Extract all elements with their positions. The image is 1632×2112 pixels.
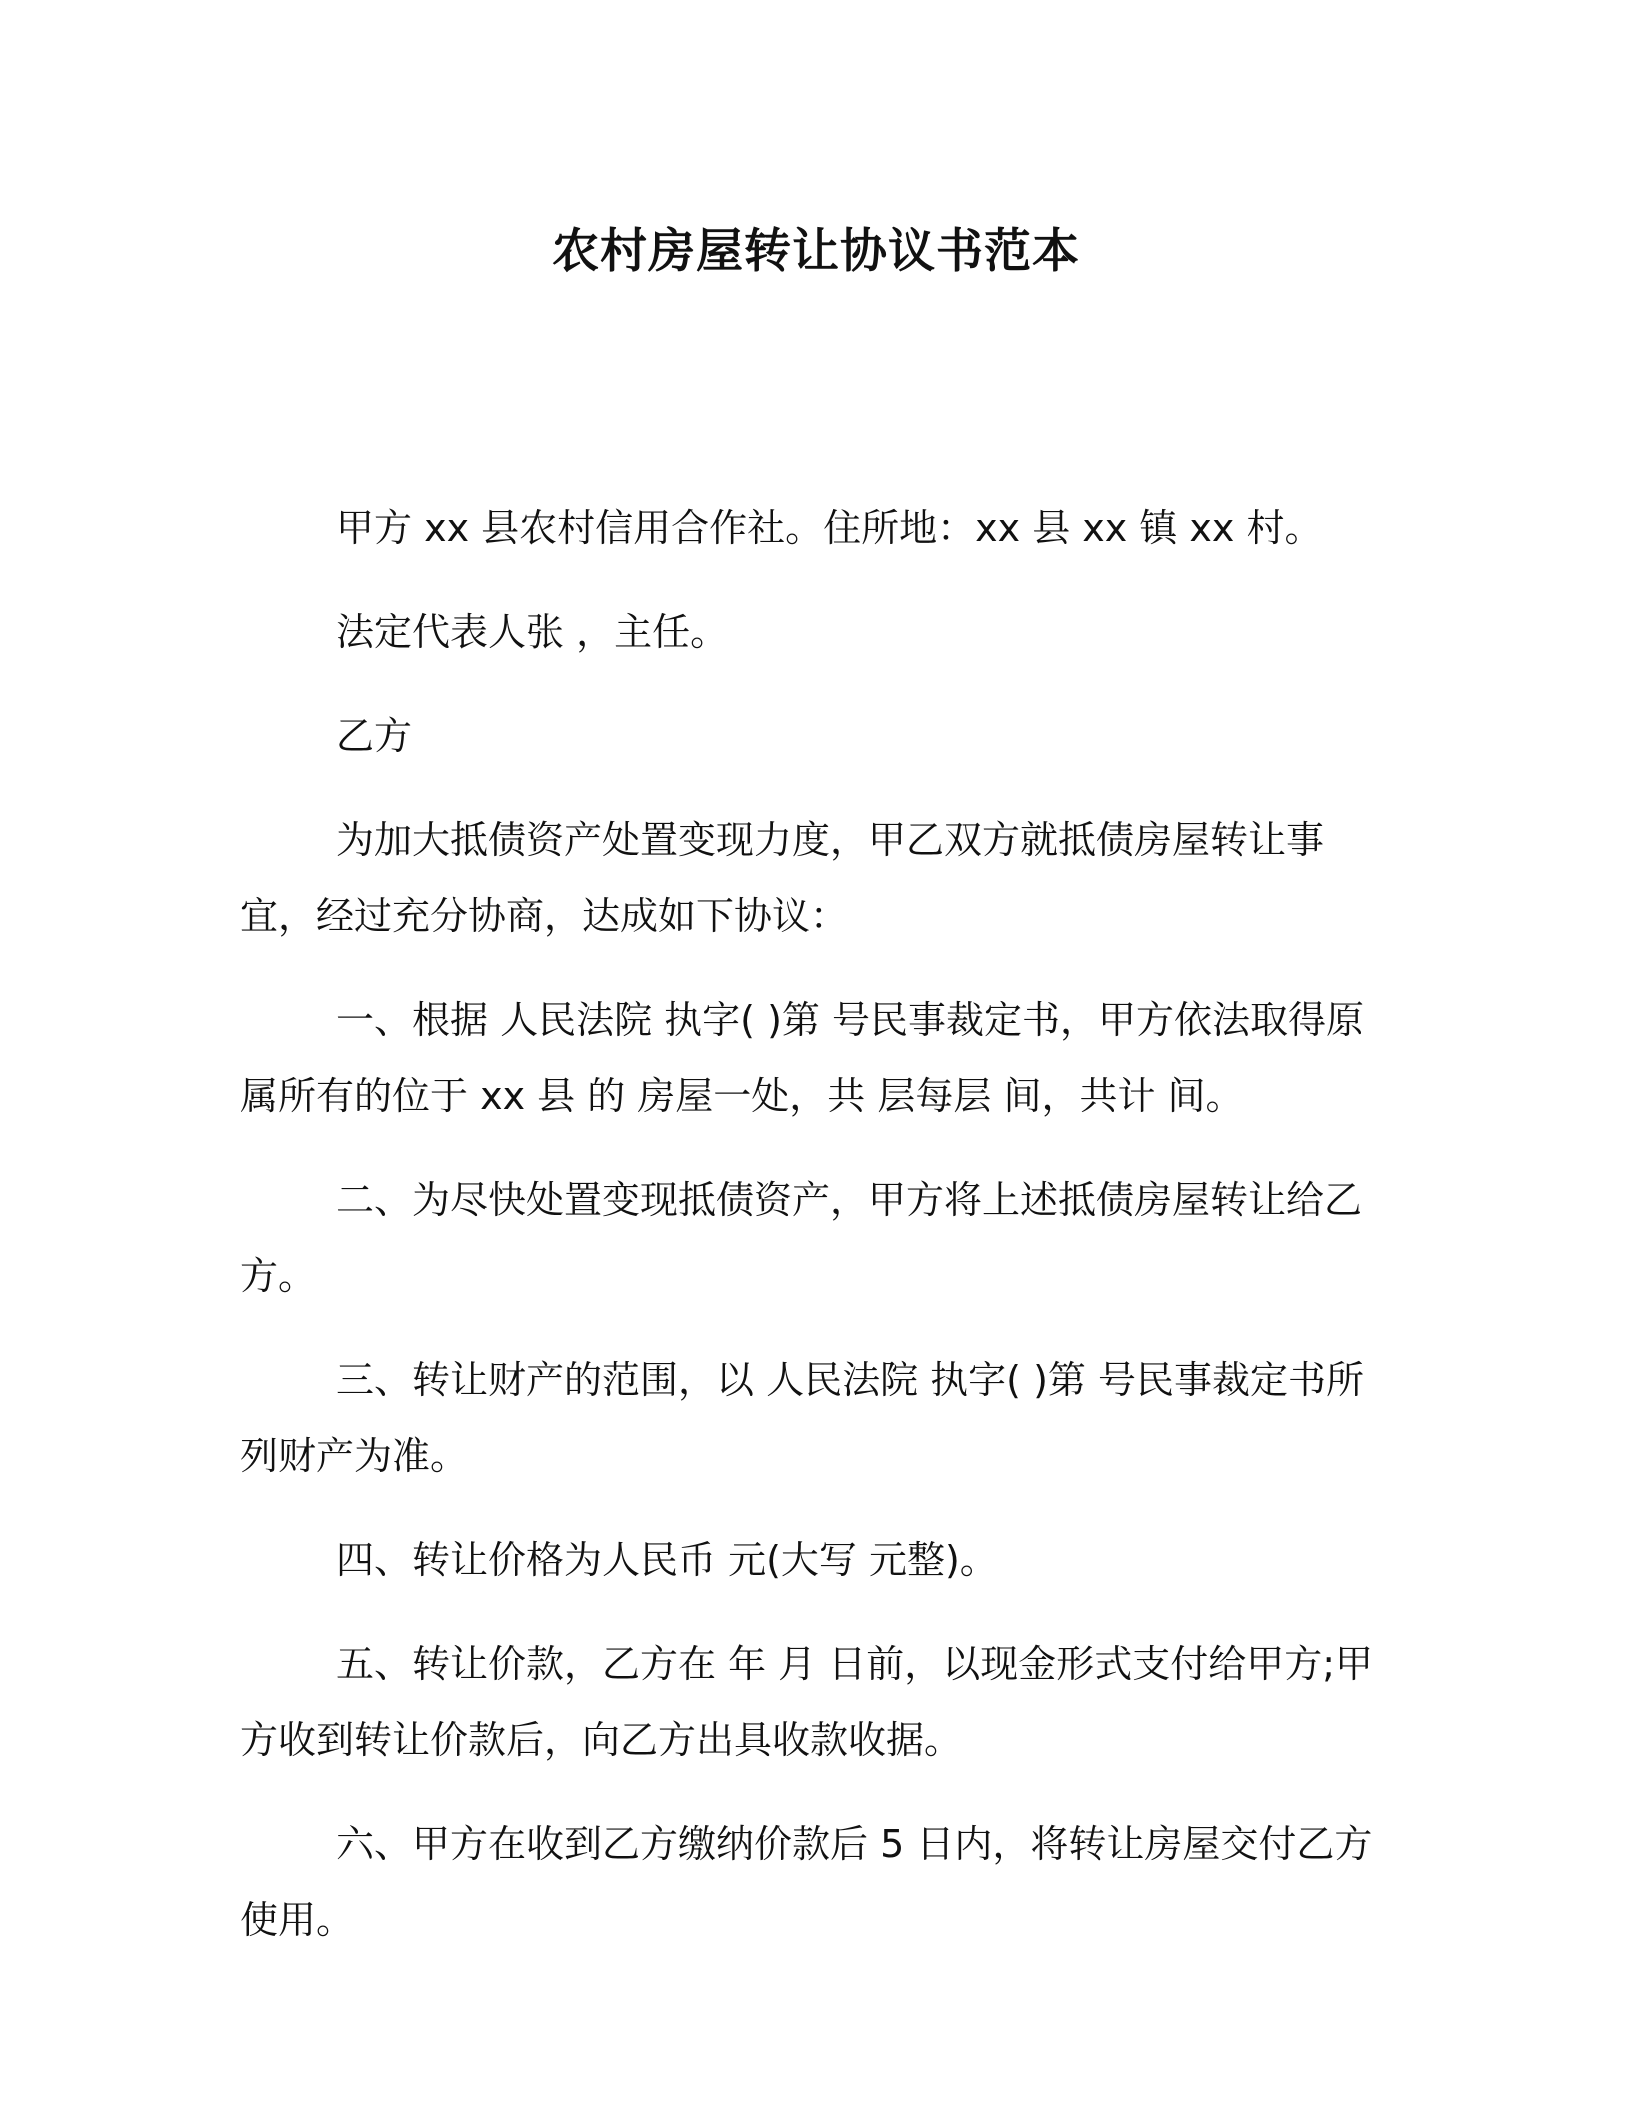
clause-2-paragraph: 二、为尽快处置变现抵债资产，甲方将上述抵债房屋转让给乙方。 bbox=[240, 1178, 1363, 1298]
clause-1-paragraph: 一、根据 人民法院 执字( )第 号民事裁定书，甲方依法取得原属所有的位于 xx 县 的 房屋一处，共 层每层 间，共计 间。 bbox=[240, 998, 1364, 1118]
party-b-paragraph: 乙方 bbox=[336, 714, 413, 758]
clause-6-paragraph: 六、甲方在收到乙方缴纳价款后 5 日内，将转让房屋交付乙方使用。 bbox=[240, 1822, 1373, 1942]
clause-4-paragraph: 四、转让价格为人民币 元(大写 元整)。 bbox=[336, 1538, 998, 1582]
preamble-paragraph: 为加大抵债资产处置变现力度，甲乙双方就抵债房屋转让事宜，经过充分协商，达成如下协议： bbox=[240, 818, 1325, 938]
clause-3-paragraph: 三、转让财产的范围，以 人民法院 执字( )第 号民事裁定书所列财产为准。 bbox=[240, 1358, 1364, 1478]
clause-5-paragraph: 五、转让价款，乙方在 年 月 日前，以现金形式支付给甲方;甲方收到转让价款后，向乙方出具收款收据。 bbox=[240, 1642, 1374, 1762]
document-title: 农村房屋转让协议书范本 bbox=[552, 224, 1080, 279]
document-body bbox=[240, 490, 1390, 1986]
legal-representative-paragraph: 法定代表人张 ，主任。 bbox=[336, 610, 729, 654]
party-a-paragraph: 甲方 xx 县农村信用合作社。住所地：xx 县 xx 镇 xx 村。 bbox=[336, 506, 1323, 550]
